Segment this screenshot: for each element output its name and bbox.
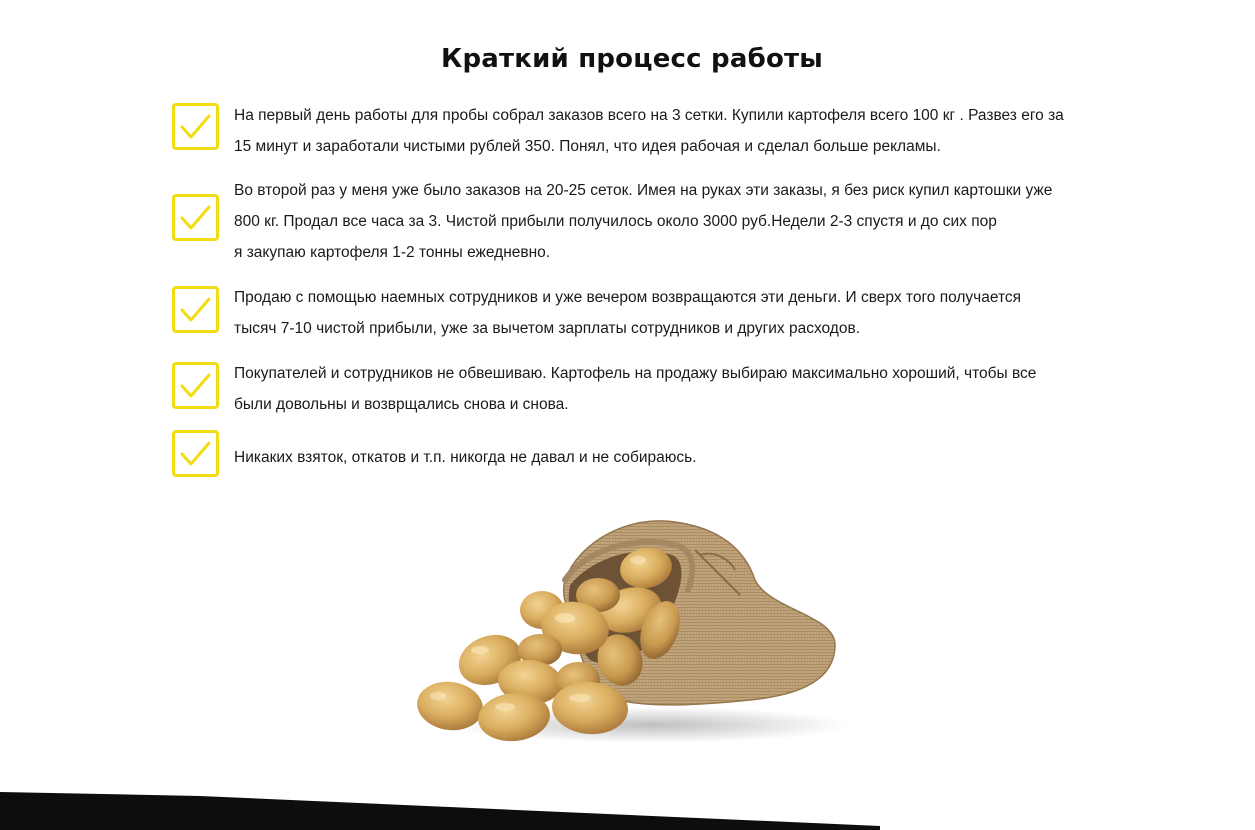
list-item [170, 430, 1100, 485]
checkmark-icon [172, 103, 219, 150]
section-title: Краткий процесс работы [441, 44, 823, 74]
checkmark-icon [172, 194, 219, 241]
list-item-text: На первый день работы для пробы собрал заказов всего на 3 сетки. Купили картофеля всего 100 кг . Развез его за 15 минут и заработали чистыми рублей 350. Понял, что идея рабочая и сделал больше рекламы. [234, 107, 1064, 155]
footer-band [0, 790, 1255, 830]
list-item [170, 100, 1100, 162]
list-item-text: Продаю с помощью наемных сотрудников и уже вечером возвращаются эти деньги. И сверх того получается тысяч 7-10 чистой прибыли, уже за вычетом зарплаты сотрудников и других расходов. [234, 289, 1022, 337]
list-item-text: Покупателей и сотрудников не обвешиваю. Картофель на продажу выбираю максимально хороший, чтобы все были довольны и возврщались снова и снова. [234, 365, 1037, 413]
list-item [170, 358, 1100, 420]
checkmark-icon [172, 286, 219, 333]
list-item-text: Никаких взяток, откатов и т.п. никогда не давал и не собираюсь. [234, 449, 697, 466]
potato-sack-illustration [410, 510, 850, 755]
list-item [170, 282, 1100, 344]
checkmark-icon [172, 430, 219, 477]
list-item-text: Во второй раз у меня уже было заказов на 20-25 сеток. Имея на руках эти заказы, я без риск купил картошки уже 800 кг. Продал все часа за 3. Чистой прибыли получилось около 3000 руб.Недели 2-3 спустя и до сих пор я закупаю картофеля 1-2 тонны ежедневно. [234, 182, 1053, 261]
checkmark-icon [172, 362, 219, 409]
list-item [170, 175, 1100, 268]
